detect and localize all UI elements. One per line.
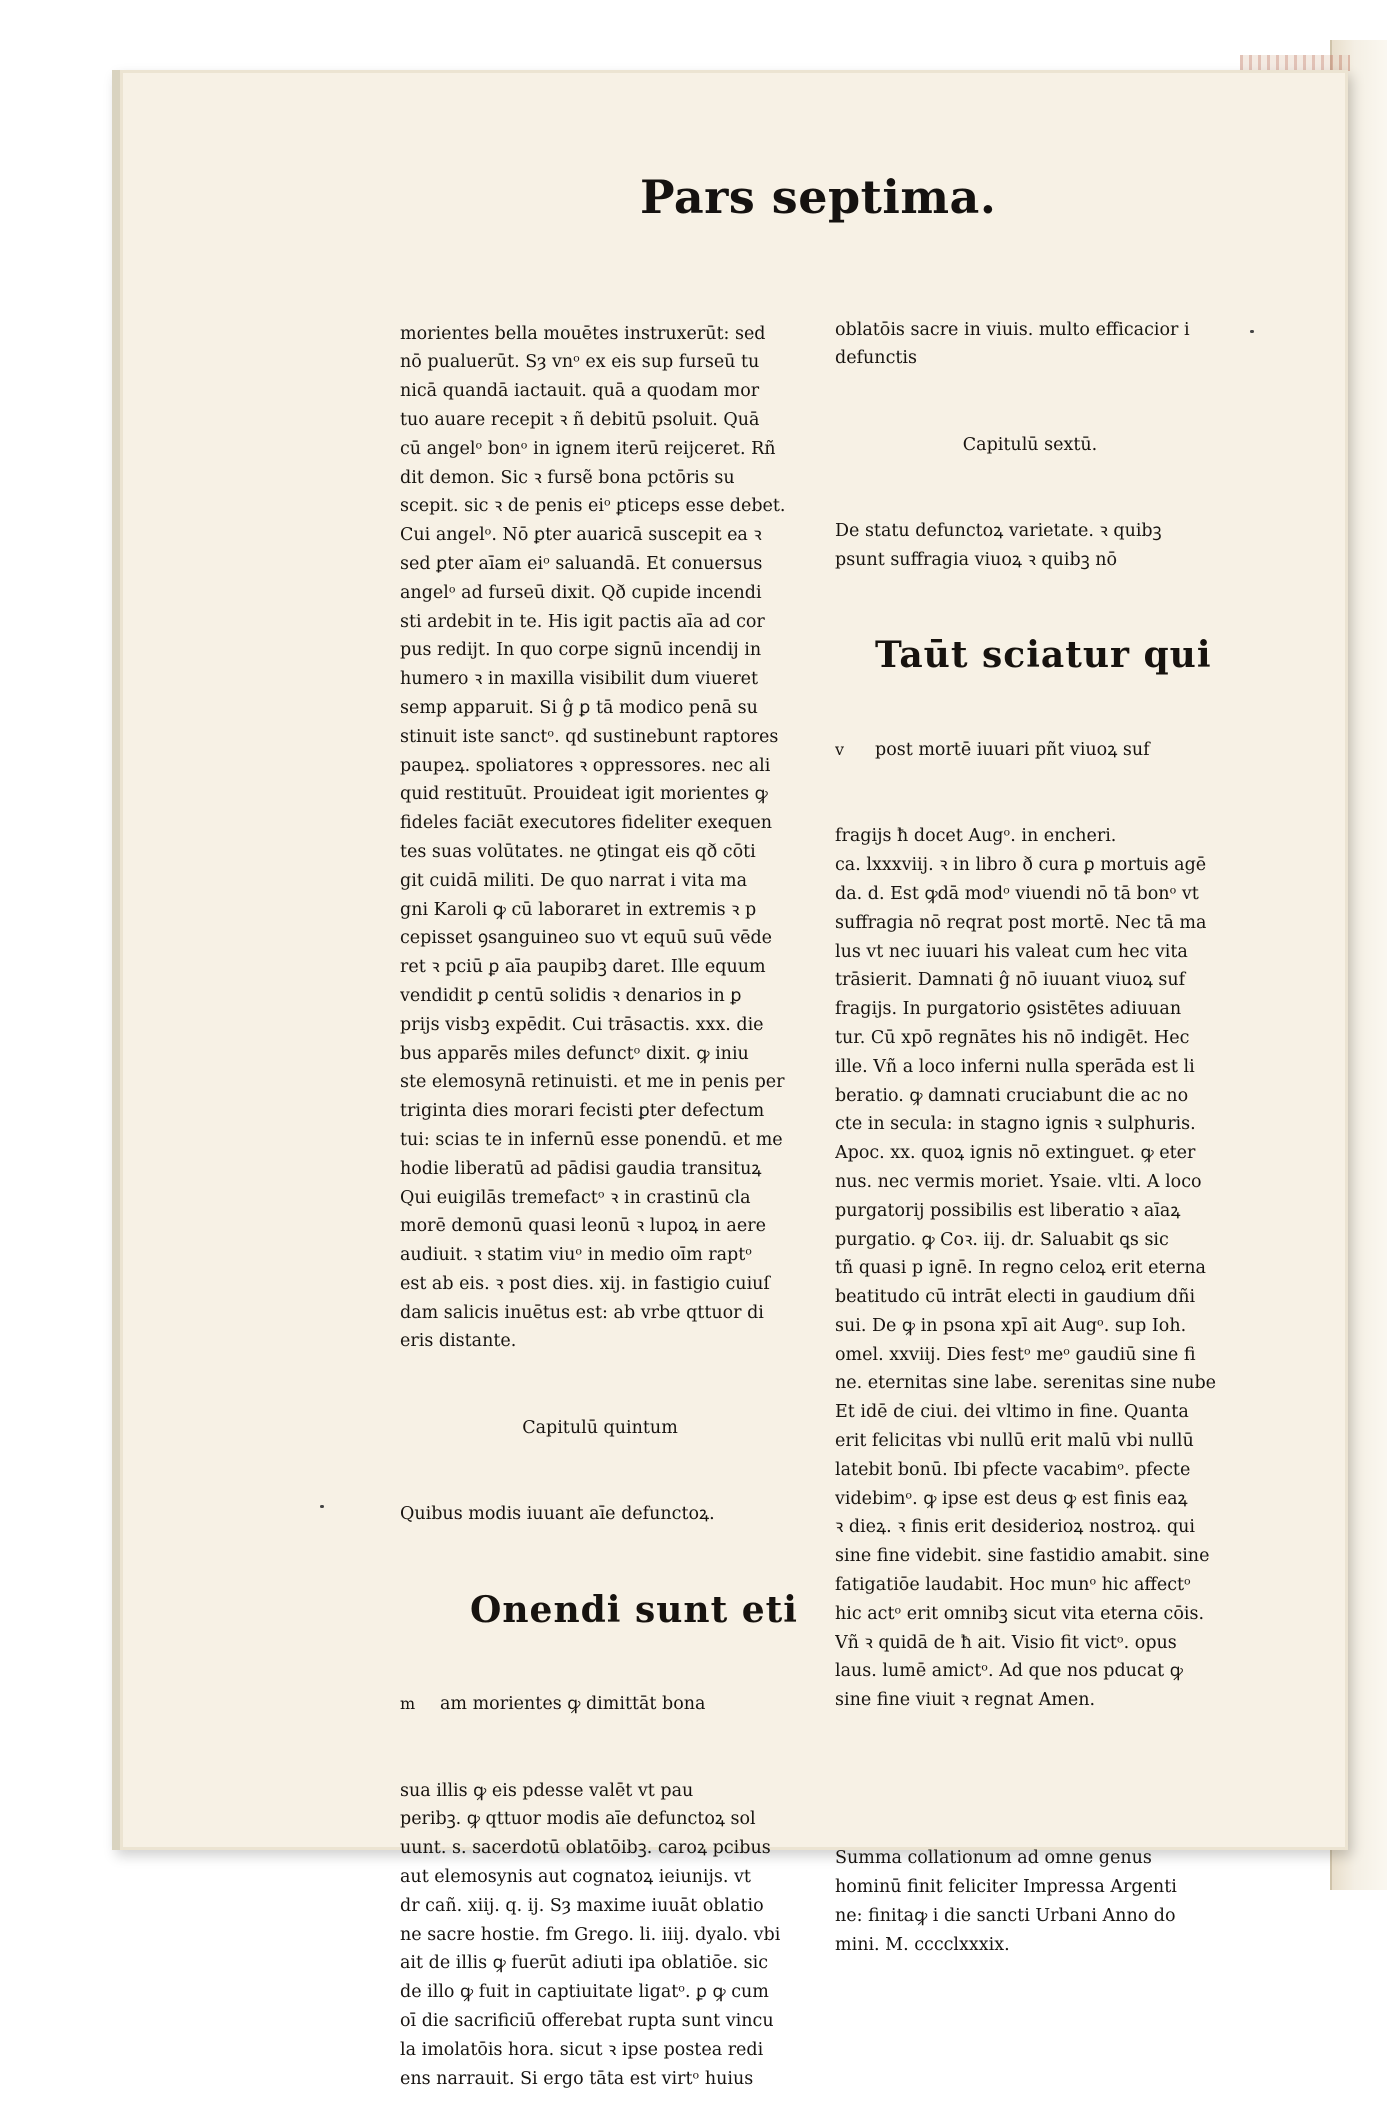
text-line: purgatio. ꝙ Coꝛ. iij. dr. Saluabit ꝗs sic	[835, 1229, 1169, 1250]
text-line: scepit. sic ꝛ de penis eiᵒ ꝑticeps esse debet.	[400, 496, 786, 517]
text-line: Qui euigilās tremefactᵒ ꝛ in crastinū cla	[400, 1187, 751, 1208]
text-line: hic actᵒ erit omnibꝫ sicut vita eterna cōis.	[835, 1603, 1205, 1624]
ink-speck	[320, 1505, 324, 1508]
text-line: dam salicis inuētus est: ab vrbe qttuor di	[400, 1302, 764, 1323]
text-line: angelᵒ ad furseū dixit. Qð cupide incendi	[400, 582, 762, 603]
text-line: humero ꝛ in maxilla visibilit dum viueret	[400, 669, 759, 690]
text-line: git cuidā militi. De quo narrat i vita ma	[400, 870, 748, 891]
text-line: tur. Cū xpō regnātes his nō indigēt. Hec	[835, 1027, 1190, 1048]
text-line: ait de illis ꝙ fuerūt adiuti ipa oblatiōe. sic	[400, 1953, 769, 1974]
text-line: ste elemosynā retinuisti. et me in penis per	[400, 1072, 785, 1093]
text-line: ꝛ dieꝝ. ꝛ finis erit desiderioꝝ nostroꝝ. qui	[835, 1517, 1196, 1538]
text-line: Vñ ꝛ quidā de ħ ait. Visio fit victᵒ. opus	[835, 1632, 1177, 1653]
chapter-heading-sextum: Capitulū sextū.	[962, 434, 1098, 455]
text-line: sine fine videbit. sine fastidio amabit. sine	[835, 1546, 1210, 1567]
text-line: cepisset ꝯsanguineo suo vt equū suū vēde	[400, 928, 773, 949]
text-line: sed ꝑter aīam eiᵒ saluandā. Et conuersus	[400, 553, 763, 574]
text-line: morientes bella mouētes instruxerūt: sed	[400, 323, 766, 344]
text-line: tes suas volūtates. ne ꝯtingat eis qð cōti	[400, 841, 756, 862]
text-line: hodie liberatū ad pādisi gaudia transituꝝ	[400, 1158, 762, 1179]
text-line: la imolatōis hora. sicut ꝛ ipse postea redi	[400, 2039, 764, 2060]
text-line: tuo auare recepit ꝛ ñ debitū psoluit. Quā	[400, 409, 760, 430]
text-line: peribꝫ. ꝙ qttuor modis aīe defunctoꝝ sol	[400, 1809, 756, 1830]
text-line: ille. Vñ a loco inferni nulla sperāda est li	[835, 1056, 1195, 1077]
text-line: vendidit ꝑ centū solidis ꝛ denarios in ꝑ	[400, 985, 742, 1006]
text-line: latebit bonū. Ibi pfecte vacabimᵒ. pfecte	[835, 1459, 1191, 1480]
text-line: fragijs. In purgatorio ꝯsistētes adiuuan	[835, 999, 1182, 1020]
colophon-line: Summa collationum ad omne genus	[835, 1848, 1152, 1869]
text-line: lus vt nec iuuari his valeat cum hec vita	[835, 941, 1188, 962]
text-line: bus apparēs miles defunctᵒ dixit. ꝙ iniu	[400, 1043, 749, 1064]
colophon-line: mini. M. cccclxxxix.	[835, 1934, 1010, 1955]
text-line: fatigatiōe laudabit. Hoc munᵒ hic affectᵒ	[835, 1575, 1191, 1596]
right-text-top	[835, 316, 1225, 374]
subtitle-line: De statu defunctoꝝ varietate. ꝛ quibꝫ	[835, 521, 1162, 542]
text-line: cte in secula: in stagno ignis ꝛ sulphuris.	[835, 1114, 1196, 1135]
text-line: de illo ꝙ fuit in captiuitate ligatᵒ. ꝑ ꝙ cum	[400, 1982, 769, 2003]
text-line: ca. lxxxviij. ꝛ in libro ð cura ꝑ mortuis agē	[835, 855, 1207, 876]
text-line: trāsierit. Damnati ĝ nō iuuant viuoꝝ suf	[835, 970, 1186, 991]
text-line: laus. lumē amictᵒ. Ad que nos pducat ꝙ	[835, 1661, 1183, 1682]
text-line: Et idē de ciui. dei vltimo in fine. Quanta	[835, 1402, 1189, 1423]
spacer	[835, 1773, 1225, 1787]
initial-letter: m	[400, 1694, 416, 1714]
text-line: dit demon. Sic ꝛ fursẽ bona pctōris su	[400, 467, 735, 488]
text-line: est ab eis. ꝛ post dies. xij. in fastigio cuiuſ	[400, 1273, 770, 1294]
incipit-line-right	[835, 736, 1225, 765]
text-line: quid restituūt. Prouideat igit morientes ꝙ	[400, 784, 768, 805]
text-line: Cui angelᵒ. Nō ꝑter auaricā suscepit ea ꝛ	[400, 525, 762, 546]
text-line: Apoc. xx. quoꝝ ignis nō extinguet. ꝙ eter	[835, 1143, 1196, 1164]
text-line: morē demonū quasi leonū ꝛ lupoꝝ in aere	[400, 1216, 766, 1237]
text-line: eris distante.	[400, 1331, 517, 1352]
text-line: purgatorij possibilis est liberatio ꝛ aīaꝝ	[835, 1200, 1181, 1221]
right-column	[835, 258, 1225, 1988]
colophon-line: ne: finitaꝙ i die sancti Urbani Anno do	[835, 1905, 1176, 1926]
text-line: dr cañ. xiij. q. ij. Sȝ maxime iuuāt oblatio	[400, 1895, 764, 1916]
binding-edge	[1240, 55, 1350, 71]
text-line: gni Karoli ꝙ cū laboraret in extremis ꝛ p	[400, 899, 757, 920]
text-line: tui: scias te in infernū esse ponendū. et me	[400, 1129, 783, 1150]
incipit-heading-right: Taūt sciatur qui	[875, 634, 1212, 677]
right-text-block	[835, 822, 1225, 1715]
incipit-line-left	[400, 1690, 800, 1719]
text-line: nicā quandā iactauit. quā a quodam mor	[400, 381, 760, 402]
text-line: uunt. s. sacerdotū oblatōibꝫ. caroꝝ pcibus	[400, 1838, 771, 1859]
text-line: fragijs ħ docet Augᵒ. in encheri.	[835, 826, 1117, 847]
text-line: cū angelᵒ bonᵒ in ignem iterū reijceret. Rñ	[400, 438, 776, 459]
left-column	[400, 262, 800, 2122]
text-line: oblatōis sacre in viuis. multo efficacior i	[835, 319, 1190, 340]
text-line: da. d. Est ꝙdā modᵒ viuendi nō tā bonᵒ vt	[835, 883, 1199, 904]
text-line: pus redijt. In quo corpe signū incendij in	[400, 640, 762, 661]
text-line: triginta dies morari fecisti ꝑter defectum	[400, 1101, 765, 1122]
text-line: sua illis ꝙ eis pdesse valēt vt pau	[400, 1780, 694, 1801]
colophon-line: hominū finit feliciter Impressa Argenti	[835, 1877, 1177, 1898]
initial-letter: v	[835, 739, 845, 759]
text-line: nō pualuerūt. Sȝ vnᵒ ex eis sup furseū tu	[400, 352, 760, 373]
chapter-subtitle-sextum	[835, 517, 1225, 575]
text-line: sui. De ꝙ in psona xpī ait Augᵒ. sup Ioh.	[835, 1315, 1187, 1336]
text-line: audiuit. ꝛ statim viuᵒ in medio oīm raptᵒ	[400, 1245, 753, 1266]
ink-speck	[1250, 330, 1254, 333]
text-line: omel. xxviij. Dies festᵒ meᵒ gaudiū sine fi	[835, 1344, 1196, 1365]
text-line: ret ꝛ pciū ꝑ aīa paupibꝫ daret. Ille equum	[400, 957, 766, 978]
colophon	[835, 1844, 1225, 1959]
text-line: ne sacre hostie. fm Grego. li. iiij. dyalo. vbi	[400, 1924, 781, 1945]
text-line: suffragia nō reqrat post mortē. Nec tā ma	[835, 912, 1207, 933]
text-line: beatitudo cū intrāt electi in gaudium dñi	[835, 1287, 1196, 1308]
text-line: prijs visbꝫ expēdit. Cui trāsactis. xxx. die	[400, 1014, 764, 1035]
text-line: erit felicitas vbi nullū erit malū vbi nullū	[835, 1431, 1194, 1452]
incipit-text: post mortē iuuari pñt viuoꝝ suf	[875, 739, 1150, 760]
text-line: nus. nec vermis moriet. Ysaie. vlti. A loco	[835, 1171, 1202, 1192]
text-line: sine fine viuit ꝛ regnat Amen.	[835, 1690, 1096, 1711]
text-line: defunctis	[835, 348, 917, 369]
text-line: ne. eternitas sine labe. serenitas sine nube	[835, 1373, 1217, 1394]
text-line: semp apparuit. Si ĝ ꝑ tā modico penā su	[400, 697, 758, 718]
text-line: sti ardebit in te. His igit pactis aīa ad cor	[400, 611, 765, 632]
chapter-heading-quintum: Capitulū quintum	[522, 1417, 678, 1438]
left-text-block-2	[400, 1777, 800, 2094]
running-head: Pars septima.	[640, 170, 997, 224]
text-line: stinuit iste sanctᵒ. qd sustinebunt raptores	[400, 726, 779, 747]
text-line: paupeꝝ. spoliatores ꝛ oppressores. nec ali	[400, 755, 771, 776]
subtitle-line: psunt suffragia viuoꝝ ꝛ quibꝫ nō	[835, 549, 1118, 570]
left-text-block	[400, 320, 800, 1357]
incipit-text: am morientes ꝙ dimittāt bona	[440, 1694, 706, 1715]
text-line: beratio. ꝙ damnati cruciabunt die ac no	[835, 1085, 1189, 1106]
text-line: videbimᵒ. ꝙ ipse est deus ꝙ est finis eaꝝ	[835, 1488, 1188, 1509]
text-line: ens narrauit. Si ergo tāta est virtᵒ huius	[400, 2068, 754, 2089]
chapter-subtitle-quintum: Quibus modis iuuant aīe defunctoꝝ.	[400, 1504, 715, 1525]
text-line: aut elemosynis aut cognatoꝝ ieiunijs. vt	[400, 1867, 751, 1888]
text-line: oī die sacrificiū offerebat rupta sunt vincu	[400, 2011, 774, 2032]
text-line: tñ quasi p ignē. In regno celoꝝ erit eterna	[835, 1258, 1206, 1279]
incipit-heading-left: Onendi sunt eti	[470, 1588, 798, 1631]
text-line: fideles faciāt executores fideliter exequen	[400, 813, 772, 834]
